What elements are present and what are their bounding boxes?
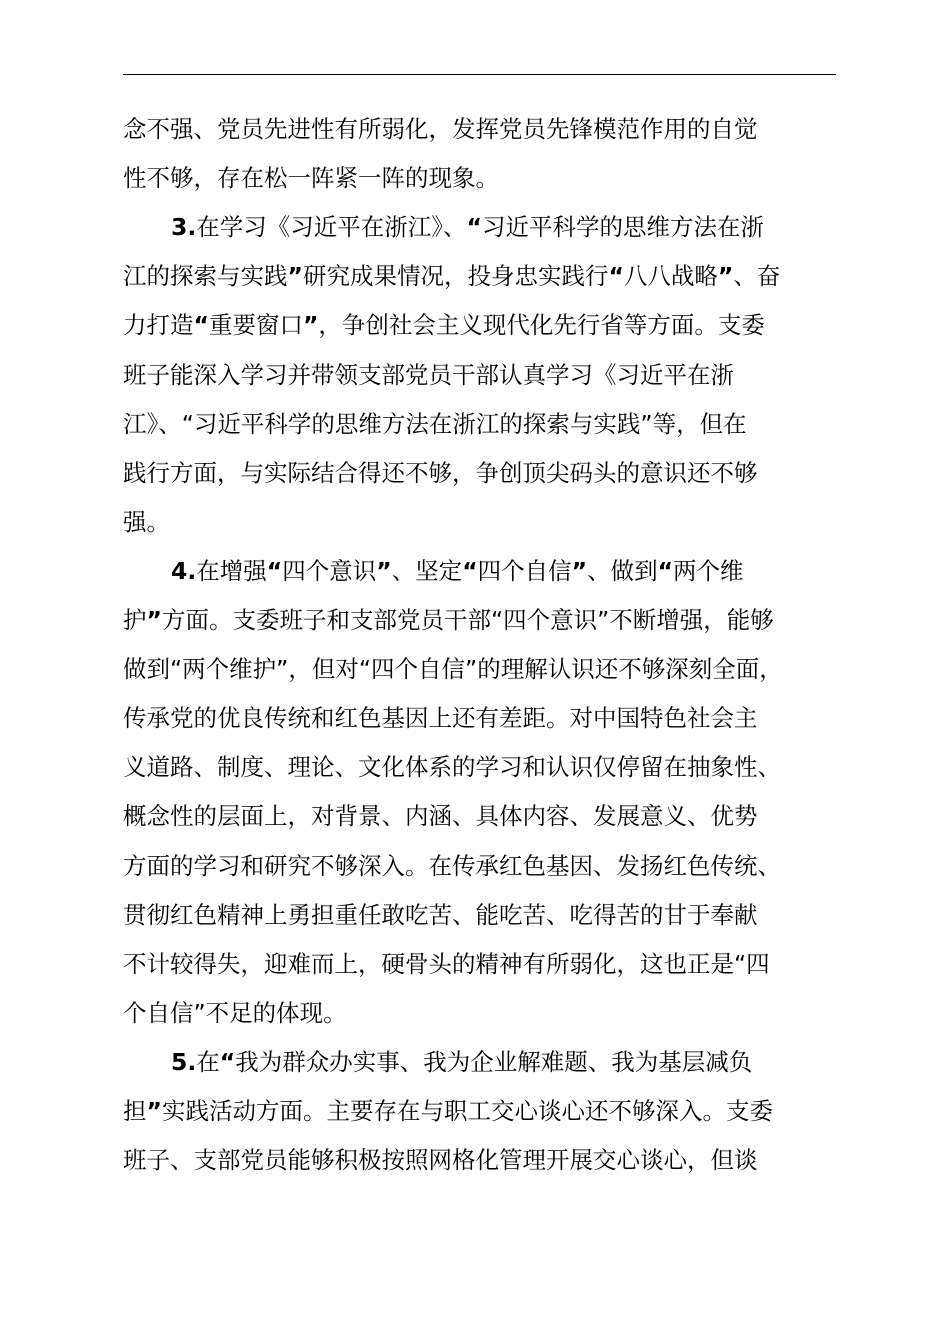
bold-run: 5. xyxy=(171,1048,197,1076)
bold-run: ” xyxy=(302,311,319,339)
text-line xyxy=(123,655,783,683)
text-run: 在 xyxy=(196,1048,220,1076)
bold-run: 3. xyxy=(171,213,197,241)
text-line xyxy=(123,311,765,339)
text-line xyxy=(123,410,747,438)
bold-run: “ xyxy=(608,262,624,290)
text-run: 研究成果情况，投身忠实践行 xyxy=(302,262,609,290)
text-run: 、做到 xyxy=(587,557,658,585)
bold-run: “ xyxy=(219,1048,236,1076)
text-run: 两个维 xyxy=(673,557,744,585)
text-line xyxy=(171,213,764,241)
bold-run: “ xyxy=(466,213,482,241)
text-line xyxy=(171,557,744,585)
text-line xyxy=(123,262,780,290)
header-rule xyxy=(123,74,836,75)
text-line xyxy=(123,901,758,929)
text-run: 不计较得失，迎难而上，硬骨头的精神有所弱化，这也正是“四 xyxy=(123,950,770,978)
text-run: 义道路、制度、理论、文化体系的学习和认识仅停留在抽象性、 xyxy=(123,753,781,781)
text-line xyxy=(123,753,781,781)
text-run: 四个意识 xyxy=(282,557,377,585)
text-run: 、坚定 xyxy=(391,557,463,585)
text-run: 贯彻红色精神上勇担重任敢吃苦、能吃苦、吃得苦的甘于奉献 xyxy=(123,901,758,929)
text-run: 个自信”不足的体现。 xyxy=(123,999,347,1027)
bold-run: ” xyxy=(146,1097,162,1125)
text-line xyxy=(123,606,774,634)
bold-run: ” xyxy=(146,606,162,634)
bold-run: ” xyxy=(287,262,303,290)
text-line xyxy=(123,950,770,978)
text-line xyxy=(123,1146,758,1174)
text-run: 护 xyxy=(123,606,147,634)
bold-run: ” xyxy=(717,262,734,290)
bold-run: “ xyxy=(657,557,674,585)
text-run: 习近平科学的思维方法在浙 xyxy=(481,213,764,241)
text-run: 担 xyxy=(123,1097,147,1125)
bold-run: “ xyxy=(193,311,209,339)
text-run: 重要窗口 xyxy=(208,311,303,339)
text-run: 做到“两个维护”，但对“四个自信”的理解认识还不够深刻全面， xyxy=(123,655,783,683)
text-run: 强。 xyxy=(123,508,170,536)
text-line xyxy=(171,1048,752,1076)
text-run: 四个自信 xyxy=(477,557,572,585)
text-line xyxy=(123,852,781,880)
text-run: 八八战略 xyxy=(623,262,718,290)
text-run: 江的探索与实践 xyxy=(123,262,288,290)
text-line xyxy=(123,115,758,143)
text-line xyxy=(123,1097,773,1125)
text-run: 江》、“习近平科学的思维方法在浙江的探索与实践”等，但在 xyxy=(123,410,747,438)
text-run: 力打造 xyxy=(123,311,194,339)
bold-run: 4. xyxy=(171,557,197,585)
text-run: 念不强、党员先进性有所弱化，发挥党员先锋模范作用的自觉 xyxy=(123,115,758,143)
text-line xyxy=(123,704,758,732)
bold-run: “ xyxy=(462,557,478,585)
text-run: 在学习《习近平在浙江》、 xyxy=(196,213,467,241)
text-line xyxy=(123,508,170,536)
bold-run: “ xyxy=(266,557,283,585)
text-run: 在增强 xyxy=(196,557,267,585)
text-run: 性不够，存在松一阵紧一阵的现象。 xyxy=(123,164,499,192)
text-run: 方面。支委班子和支部党员干部“四个意识”不断增强，能够 xyxy=(161,606,774,634)
text-line xyxy=(123,164,499,192)
text-line xyxy=(123,999,347,1027)
text-run: 传承党的优良传统和红色基因上还有差距。对中国特色社会主 xyxy=(123,704,758,732)
text-run: 班子能深入学习并带领支部党员干部认真学习《习近平在浙 xyxy=(123,361,734,389)
bold-run: ” xyxy=(376,557,392,585)
text-line xyxy=(123,459,758,487)
text-run: 、奋 xyxy=(733,262,781,290)
text-run: 我为群众办实事、我为企业解难题、我为基层减负 xyxy=(235,1048,753,1076)
text-run: 实践活动方面。主要存在与职工交心谈心还不够深入。支委 xyxy=(161,1097,773,1125)
text-run: 概念性的层面上，对背景、内涵、具体内容、发展意义、优势 xyxy=(123,802,758,830)
text-run: 方面的学习和研究不够深入。在传承红色基因、发扬红色传统、 xyxy=(123,852,781,880)
text-line xyxy=(123,361,734,389)
text-run: 践行方面，与实际结合得还不够，争创顶尖码头的意识还不够 xyxy=(123,459,758,487)
text-run: 班子、支部党员能够积极按照网格化管理开展交心谈心，但谈 xyxy=(123,1146,758,1174)
text-run: ，争创社会主义现代化先行省等方面。支委 xyxy=(318,311,765,339)
bold-run: ” xyxy=(571,557,588,585)
text-line xyxy=(123,802,758,830)
